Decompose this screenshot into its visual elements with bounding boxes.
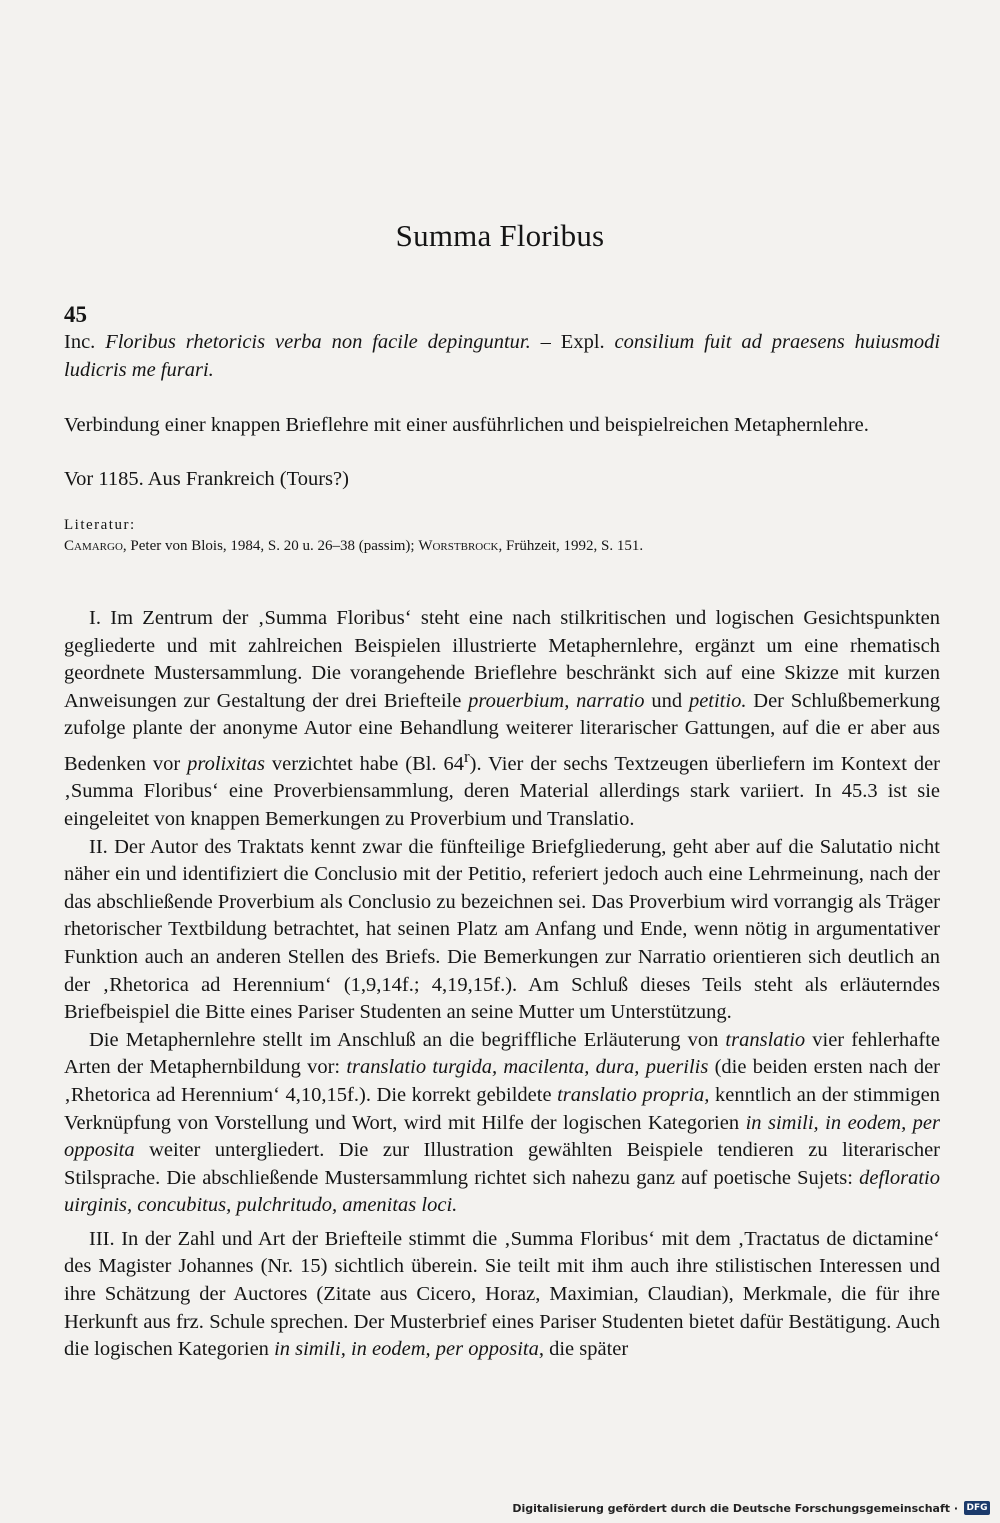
lit-author-1: Camargo <box>64 538 123 554</box>
p3-italic: translatio propria, <box>557 1083 710 1106</box>
body-text <box>64 605 940 1364</box>
p1-text: ). Vier der sechs Textzeugen überliefern im Kontext der ‚Summa Floribus‘ eine Proverbiensammlung, deren Material allerdings stark variiert. In 45.3 ist sie eingeleitet von knappen Bemerkungen zu Proverbium und Translatio. <box>64 752 940 830</box>
dfg-logo-icon: DFG <box>964 1501 990 1515</box>
literature-heading: Literatur: <box>64 517 136 533</box>
p3-italic: translatio <box>725 1028 806 1051</box>
p3-text: Die Metaphernlehre stellt im Anschluß an die begriffliche Erläuterung von <box>89 1028 726 1051</box>
p1-italic: prouerbium, narratio <box>468 689 645 712</box>
p3-text: (die beiden ersten nach der ‚Rhetorica ad Herennium‘ 4,10,15f.). Die korrekt gebildete <box>64 1056 940 1106</box>
paragraph-3 <box>64 1027 940 1220</box>
p1-text: verzichtet habe (Bl. 64 <box>264 752 464 775</box>
inc-text: Floribus rhetoricis verba non facile depinguntur. <box>105 331 531 353</box>
expl-text: consilium fuit ad praesens huiusmodi ludicris me furari. <box>64 331 941 381</box>
p1-text: I. Im Zentrum der ‚Summa Floribus‘ steht eine nach stilkritischen und logischen Gesichtspunkten gegliederte und mit zahlreichen Beispielen illustrierte Metaphernlehre, ergänzt um eine rhematisch geordnete Mustersammlung. Die vorangehende Brieflehre beschränkt sich auf eine Skizze mit kurzen Anweisungen zur Gestaltung der drei Briefteile <box>64 607 940 712</box>
p3-italic: translatio turgida, macilenta, dura, puerilis <box>346 1056 709 1079</box>
p1-superscript: r <box>463 746 470 766</box>
p4-text: die später <box>543 1338 629 1361</box>
paragraph-4 <box>64 1226 940 1364</box>
p1-text: und <box>644 689 689 712</box>
literature-references <box>64 538 940 555</box>
lit-author-2: Worstbrock <box>418 538 499 554</box>
footer-credit: Digitalisierung gefördert durch die Deutsche Forschungsgemeinschaft · <box>512 1501 958 1515</box>
p1-text: Der Schlußbemerkung zufolge plante der anonyme Autor eine Behandlung weiterer literarischer Gattungen, auf die er aber aus Bedenken vor <box>64 689 941 775</box>
show-through-text <box>60 95 960 515</box>
p1-italic: petitio. <box>688 689 747 712</box>
p4-text: III. In der Zahl und Art der Briefteile stimmt die ‚Summa Floribus‘ mit dem ‚Tractatus de dictamine‘ des Magister Johannes (Nr. 15) sichtlich überein. Sie teilt mit ihm auch ihre stilistischen Interessen und ihre Schätzung der Auctores (Zitate aus Cicero, Horaz, Maximian, Claudian), Merkmale, die für ihre Herkunft aus frz. Schule sprechen. Der Musterbrief eines Pariser Studenten bietet dafür Bestätigung. Auch die logischen Kategorien <box>64 1227 940 1361</box>
p3-text: kenntlich an der stimmigen Verknüpfung von Vorstellung und Wort, wird mit Hilfe der logischen Kategorien <box>64 1083 940 1134</box>
p4-italic: in simili, in eodem, per opposita, <box>274 1338 544 1361</box>
p3-text: vier fehlerhafte Arten der Metaphernbildung vor: <box>64 1028 940 1079</box>
entry-summary: Verbindung einer knappen Brieflehre mit einer ausführlichen und beispielreichen Metaphernlehre. <box>64 414 869 436</box>
p3-text: weiter untergliedert. Die zur Illustration gewählten Beispiele tendieren zu literarischer Stilsprache. Die abschließende Mustersammlung richtet sich nahezu ganz auf poetische Sujets: <box>64 1139 940 1189</box>
entry-title: Summa Floribus <box>395 218 605 253</box>
lit-ref-2: , Frühzeit, 1992, S. 151. <box>498 538 644 554</box>
incipit-explicit <box>64 328 940 384</box>
inc-separator: – <box>530 331 561 353</box>
p1-italic: prolixitas <box>187 752 265 775</box>
entry-dating: Vor 1185. Aus Frankreich (Tours?) <box>64 468 349 490</box>
p3-italic: in simili, in eodem, per opposita <box>64 1111 940 1162</box>
expl-label: Expl. <box>560 331 605 353</box>
paragraph-2: II. Der Autor des Traktats kennt zwar die fünfteilige Briefgliederung, geht aber auf die Salutatio nicht näher ein und identifiziert die Conclusio mit der Petitio, referiert jedoch auch eine Lehrmeinung, nach der das abschließende Proverbium als Conclusio zu bezeichnen sei. Das Proverbium wird vorrangig als Träger rhetorischer Textbildung betrachtet, hat seinen Platz am Anfang und Ende, wenn nötig in argumentativer Funktion auch an anderen Stellen des Briefs. Die Bemerkungen zur Narratio orientieren sich deutlich an der ‚Rhetorica ad Herennium‘ (1,9,14f.; 4,19,15f.). Am Schluß dieses Teils steht als erläuterndes Briefbeispiel die Bitte eines Pariser Studenten an seine Mutter um Unterstützung. <box>64 835 940 1024</box>
inc-label: Inc. <box>64 331 96 353</box>
lit-ref-1: , Peter von Blois, 1984, S. 20 u. 26–38 (passim); <box>122 538 419 554</box>
entry-number: 45 <box>64 302 87 327</box>
paragraph-1 <box>64 605 940 834</box>
p3-italic: defloratio uirginis, concubitus, pulchritudo, amenitas loci. <box>64 1166 940 1217</box>
digitization-footer <box>512 1501 990 1515</box>
